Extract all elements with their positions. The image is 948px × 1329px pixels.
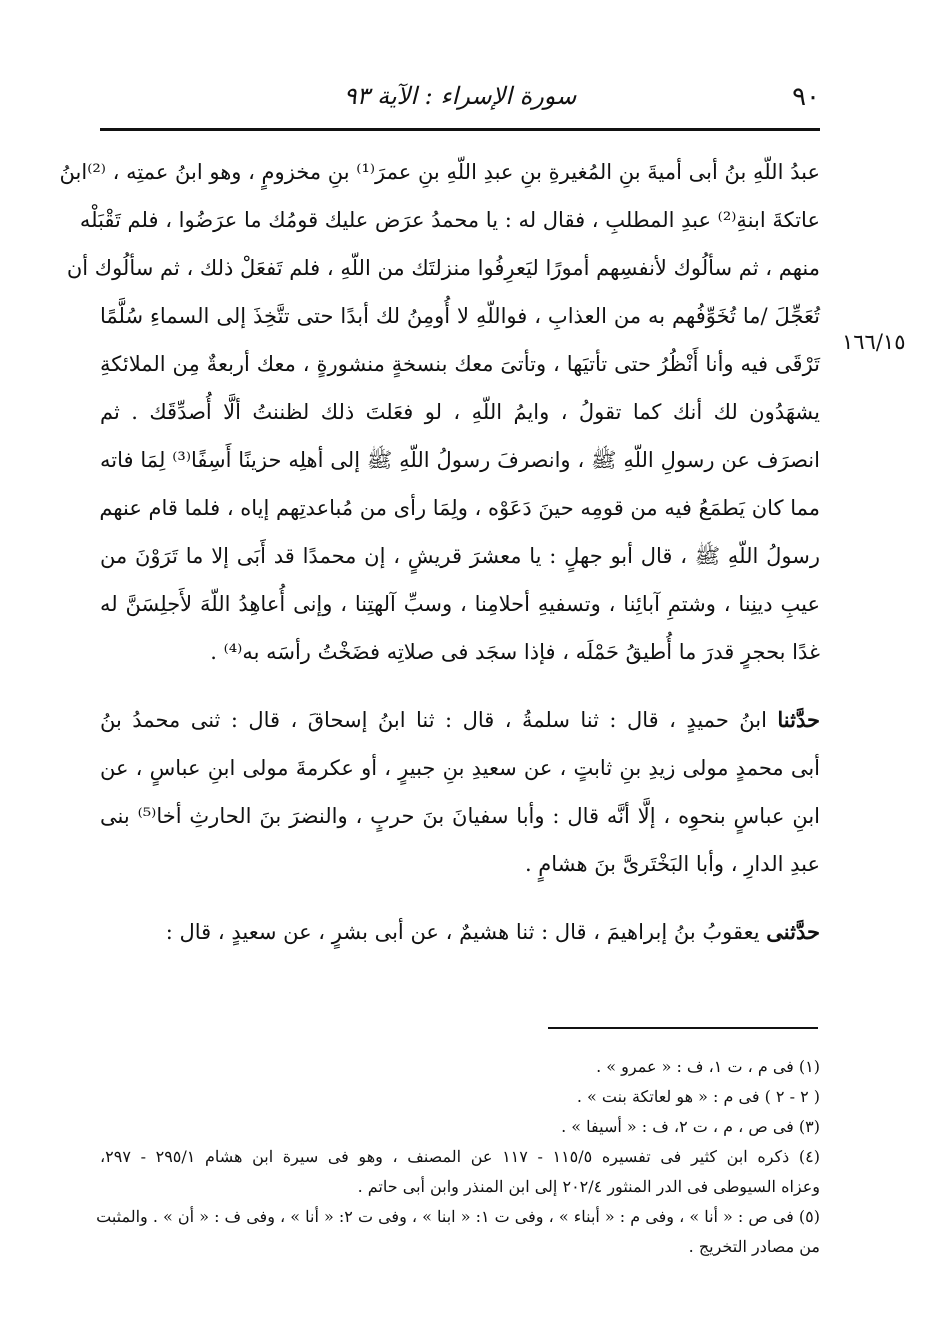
text-line: منهم ، ثم سألُوك لأنفسِهم أمورًا ليَعرِفُوا منزلتَك من اللّهِ ، فلم تَفعَلْ ذلك ، ثم سألُوك أن	[66, 256, 820, 280]
margin-reference: ١٦٦/١٥	[842, 330, 906, 354]
text-line: عبدِ الدارِ ، وأبا البَخْتَرىَّ بنَ هشامٍ .	[524, 852, 820, 876]
header-rule	[100, 128, 820, 131]
text-line: عبدُ اللّهِ بنُ أبى أميةَ بنِ المُغيرةِ بنِ عبدِ اللّهِ بنِ عمرَ⁽¹⁾ بنِ مخزومٍ ، وهو ابنُ عمتِه ، ⁽²⁾ابنُ	[59, 160, 820, 184]
text-line	[100, 908, 820, 956]
text-line	[100, 696, 820, 744]
page-number: ٩٠	[792, 82, 820, 112]
text-line: تُعَجِّلَ /ما تُخَوِّفُهم به من العذابِ ، فواللّهِ لا أُومِنُ لك أبدًا حتى تتَّخِذَ إلى السماءِ سُلَّمًا	[100, 304, 820, 328]
text-line-content: ابنُ حميدٍ ، قال : ثنا سلمةُ ، قال : ثنا ابنُ إسحاقَ ، قال : ثنى محمدُ بنُ	[100, 708, 767, 732]
text-line: مما كان يَطمَعُ فيه من قومِه حينَ دَعَوْه ، ولِمَا رأى من مُباعدتِهم إياه ، فلما قام عنهم	[99, 496, 820, 520]
hadith-lead-word: حدَّثنى	[766, 919, 820, 944]
footnote-rule	[548, 1027, 818, 1029]
footnote: (٣) فى ص ، م ، ت ٢، ف : « أسيفا » .	[561, 1117, 820, 1136]
footnote: (٥) فى ص : « أنا » ، وفى م : « أبناء » ، وفى ت ١: « ابنا » ، وفى ت ٢: « أنا » ، وفى ف : « أن » . والمثبت	[96, 1207, 820, 1226]
footnotes	[96, 1052, 821, 1262]
footnote: (٤) ذكره ابن كثير فى تفسيره ١١٥/٥ - ١١٧ عن المصنف ، وهو فى سيرة ابن هشام ٢٩٥/١ - ٢٩٧،	[100, 1147, 821, 1166]
paragraph-3	[100, 908, 820, 956]
text-line-content: يعقوبُ بنُ إبراهيمَ ، قال : ثنا هشيمٌ ، عن أبى بشرٍ ، عن سعيدٍ ، قال :	[165, 920, 760, 944]
text-line: غدًا بحجرٍ قدرَ ما أُطيقُ حَمْلَه ، فإذا سجَد فى صلاتِه فضَخْتُ رأسَه به⁽⁴⁾ .	[210, 640, 820, 664]
footnote-continuation: وعزاه السيوطى فى الدر المنثور ٢٠٢/٤ إلى ابن المنذر وابن أبى حاتم .	[357, 1177, 820, 1196]
footnote: (١) فى م ، ت ١، ف : « عمرو » .	[596, 1057, 820, 1076]
text-line: يشهَدُون لك أنك كما تقولُ ، وايمُ اللّهِ ، لو فعَلتَ ذلك لظننتُ ألَّا أُصدِّقَك . ثم	[100, 400, 820, 424]
text-line: عيبِ دينِنا ، وشتمِ آبائِنا ، وتسفيهِ أحلامِنا ، وسبِّ آلهتِنا ، وإنى أُعاهِدُ اللّهَ لأَجلِسَنَّ له	[100, 592, 820, 616]
text-line: ابنِ عباسٍ بنحوِه ، إلَّا أنَّه قال : وأبا سفيانَ بنَ حربٍ ، والنضرَ بنَ الحارثِ أخا⁽⁵⁾ بنى	[100, 804, 820, 828]
footnote-continuation: من مصادر التخريج .	[688, 1237, 820, 1256]
text-line: تَرْقَى فيه وأنا أَنْظُرُ حتى تأتيَها ، وتأتىَ معك بنسخةٍ منشورةٍ ، معك أربعةٌ مِن الملائكةِ	[100, 352, 820, 376]
text-line: أبى محمدٍ مولى زيدِ بنِ ثابتٍ ، عن سعيدِ بنِ جبيرٍ ، أو عكرمةَ مولى ابنِ عباسٍ ، عن	[100, 756, 820, 780]
body-text	[59, 148, 820, 956]
text-line: عاتكةَ ابنةِ⁽²⁾ عبدِ المطلبِ ، فقال له : يا محمدُ عرَض عليك قومُك ما عرَضُوا ، فلم تَقْبَلْه	[79, 208, 820, 232]
hadith-lead-word: حدَّثنا	[777, 707, 820, 732]
paragraph-2	[100, 696, 820, 888]
text-line: رسولُ اللّهِ ﷺ ، قال أبو جهلٍ : يا معشرَ قريشٍ ، إن محمدًا قد أَبَى إلا ما تَرَوْنَ من	[100, 544, 820, 568]
page-header	[100, 78, 820, 118]
text-line: انصرَف عن رسولِ اللّهِ ﷺ ، وانصرفَ رسولُ اللّهِ ﷺ إلى أهلِه حزينًا أَسِفًا⁽³⁾ لِمَا فاته	[100, 448, 820, 472]
footnote: ( ٢ - ٢ ) فى م : « هو لعاتكة بنت » .	[576, 1087, 820, 1106]
running-title: سورة الإسراء : الآية ٩٣	[343, 82, 577, 110]
paragraph-1	[59, 148, 820, 676]
